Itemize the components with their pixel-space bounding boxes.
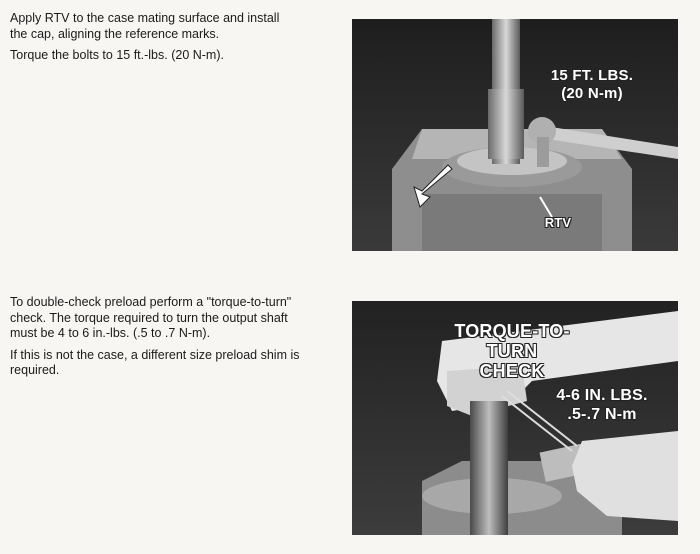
photo-cap-torque bbox=[352, 19, 678, 251]
torque-to-turn-heading bbox=[432, 321, 592, 381]
torque-to-turn-heading-line1: TORQUE-TO-TURN bbox=[454, 321, 570, 361]
photo-torque-to-turn bbox=[352, 301, 678, 535]
torque-spec-nm: .5-.7 N-m bbox=[567, 406, 637, 423]
instruction-torque-bolts: Torque the bolts to 15 ft.-lbs. (20 N-m). bbox=[10, 48, 224, 62]
rtv-callout: RTV bbox=[544, 215, 572, 230]
instruction-block-2 bbox=[10, 295, 300, 385]
torque-callout-ftlbs: 15 FT. LBS. bbox=[550, 67, 634, 84]
photo-cap-torque-illustration bbox=[352, 19, 678, 251]
torque-callout bbox=[537, 67, 647, 103]
instruction-block-1 bbox=[10, 11, 300, 70]
torque-spec-callout bbox=[547, 386, 657, 424]
instruction-apply-rtv: Apply RTV to the case mating surface and install the cap, aligning the reference marks. bbox=[10, 11, 280, 41]
instruction-torque-to-turn: To double-check preload perform a "torque-to-turn" check. The torque required to turn the output shaft must be 4 to 6 in.-lbs. (.5 to .7 N-m). bbox=[10, 295, 292, 340]
torque-to-turn-heading-line2: CHECK bbox=[479, 361, 545, 381]
instruction-preload-shim: If this is not the case, a different size preload shim is required. bbox=[10, 347, 300, 377]
torque-callout-nm: (20 N-m) bbox=[561, 85, 623, 102]
torque-spec-inlbs: 4-6 IN. LBS. bbox=[556, 387, 648, 404]
